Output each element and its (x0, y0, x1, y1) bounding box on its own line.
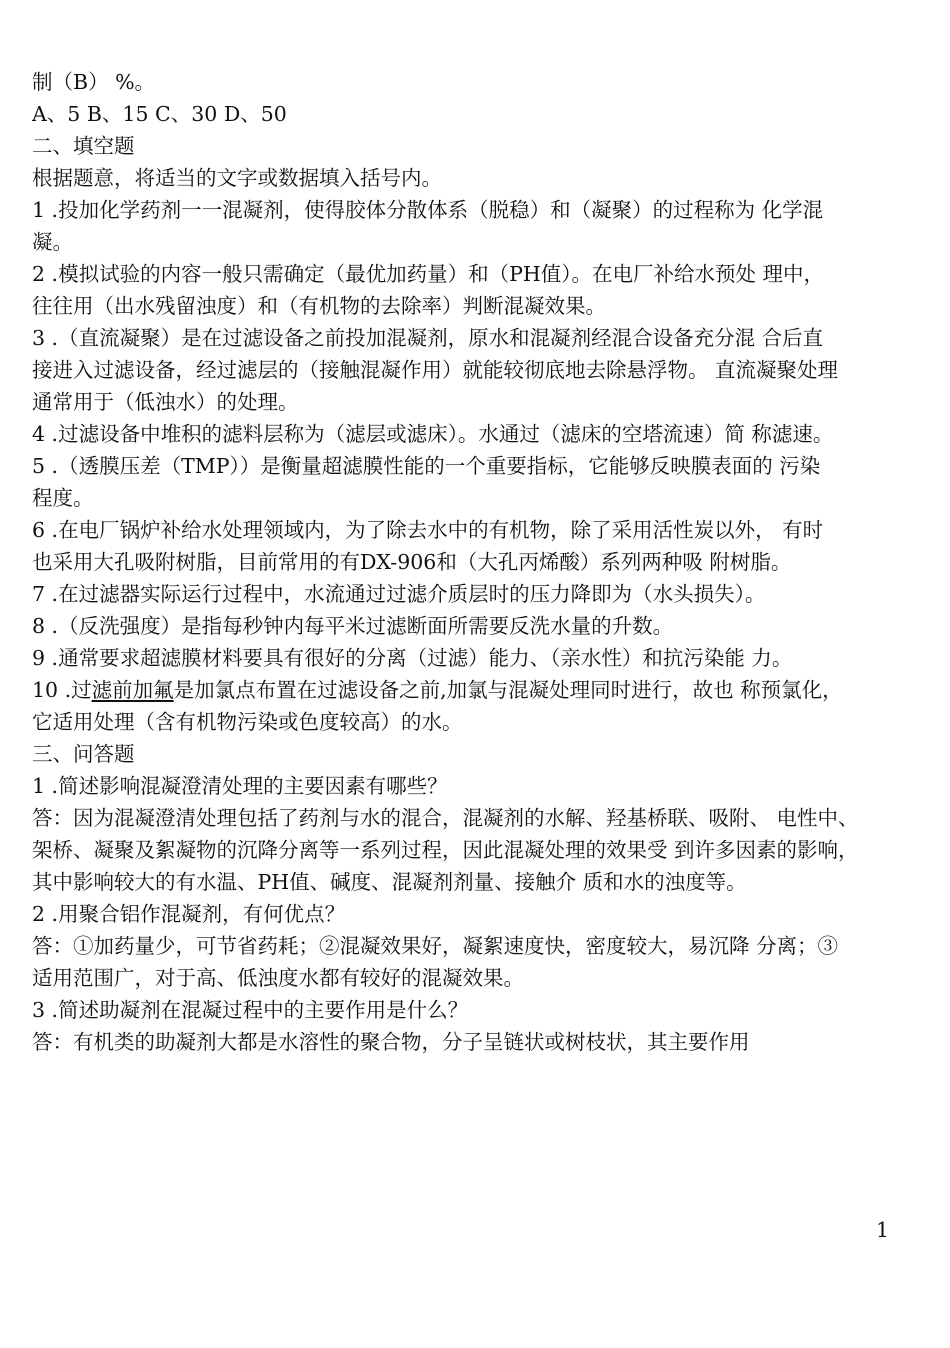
text-line: 程度。 (32, 486, 94, 510)
page-number: 1 (876, 1218, 890, 1242)
text-line: 1 .简述影响混凝澄清处理的主要因素有哪些？ (32, 774, 448, 798)
text-line: 3 .（直流凝聚）是在过滤设备之前投加混凝剂，原水和混凝剂经混合设备充分混 合后直 (32, 326, 824, 350)
text-line: A、5 B、15 C、30 D、50 (32, 102, 287, 126)
text-fragment: 是加氯点布置在过滤设备之前,加氯与混凝处理同时进行，故也 称预氯化， (173, 678, 843, 702)
text-line (32, 674, 932, 706)
text-line: 凝。 (32, 230, 73, 254)
text-line: 2 .用聚合铝作混凝剂，有何优点？ (32, 902, 346, 926)
text-line: 通常用于（低浊水）的处理。 (32, 390, 299, 414)
text-line: 根据题意，将适当的文字或数据填入括号内。 (32, 166, 442, 190)
text-line: 5 .（透膜压差（TMP））是衡量超滤膜性能的一个重要指标，它能够反映膜表面的 污染 (32, 454, 821, 478)
text-fragment: 10 .过 (32, 678, 92, 702)
text-line: 7 .在过滤器实际运行过程中，水流通过过滤介质层时的压力降即为（水头损失）。 (32, 582, 766, 606)
text-line: 制（B） %。 (32, 70, 156, 94)
text-line: 适用范围广，对于高、低浊度水都有较好的混凝效果。 (32, 966, 524, 990)
section-heading: 二、填空题 (32, 134, 135, 158)
underlined-term: 滤前加氟 (91, 678, 174, 702)
document-body (32, 66, 932, 1058)
section-heading: 三、问答题 (32, 742, 135, 766)
text-line: 6 .在电厂锅炉补给水处理领域内，为了除去水中的有机物，除了采用活性炭以外， 有时 (32, 518, 824, 542)
text-line: 往往用（出水残留浊度）和（有机物的去除率）判断混凝效果。 (32, 294, 606, 318)
text-line: 2 .模拟试验的内容一般只需确定（最优加药量）和（PH值）。在电厂补给水预处 理中， (32, 262, 825, 286)
text-line: 也采用大孔吸附树脂，目前常用的有DX-906和（大孔丙烯酸）系列两种吸 附树脂。 (32, 550, 792, 574)
text-line: 其中影响较大的有水温、PH值、碱度、混凝剂剂量、接触介 质和水的浊度等。 (32, 870, 747, 894)
text-line: 答：因为混凝澄清处理包括了药剂与水的混合，混凝剂的水解、羟基桥联、吸附、 电性中、 (32, 806, 859, 830)
text-line: 答：有机类的助凝剂大都是水溶性的聚合物，分子呈链状或树枝状，其主要作用 (32, 1030, 750, 1054)
text-line: 接进入过滤设备，经过滤层的（接触混凝作用）就能较彻底地去除悬浮物。 直流凝聚处理 (32, 358, 839, 382)
text-line: 3 .简述助凝剂在混凝过程中的主要作用是什么？ (32, 998, 469, 1022)
text-line: 8 .（反洗强度）是指每秒钟内每平米过滤断面所需要反洗水量的升数。 (32, 614, 674, 638)
text-line: 1 .投加化学药剂一一混凝剂，使得胶体分散体系（脱稳）和（凝聚）的过程称为 化学混 (32, 198, 824, 222)
text-line: 9 .通常要求超滤膜材料要具有很好的分离（过滤）能力、（亲水性）和抗污染能 力。 (32, 646, 793, 670)
text-line: 答：①加药量少，可节省药耗；②混凝效果好，凝絮速度快，密度较大，易沉降 分离；③ (32, 934, 839, 958)
text-line: 它适用处理（含有机物污染或色度较高）的水。 (32, 710, 463, 734)
text-line: 架桥、凝聚及絮凝物的沉降分离等一系列过程，因此混凝处理的效果受 到许多因素的影响， (32, 838, 859, 862)
text-line: 4 .过滤设备中堆积的滤料层称为（滤层或滤床）。水通过（滤床的空塔流速）简 称滤速。 (32, 422, 834, 446)
